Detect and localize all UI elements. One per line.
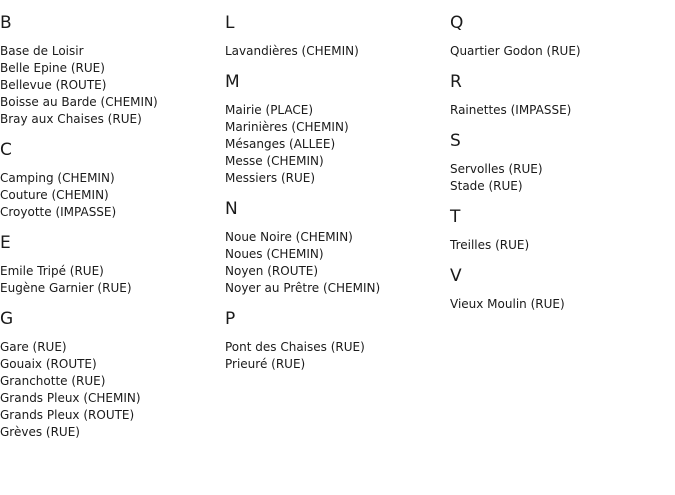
street-list [225,229,445,297]
letter-group [225,72,445,187]
letter-heading: T [450,207,461,227]
street-item[interactable]: Messe (CHEMIN) [225,154,324,168]
street-item[interactable]: Marinières (CHEMIN) [225,120,349,134]
street-list [0,263,220,297]
letter-heading: L [225,13,235,33]
letter-heading: P [225,309,236,329]
street-item[interactable]: Bellevue (ROUTE) [0,78,107,92]
street-list [225,339,445,373]
street-item[interactable]: Messiers (RUE) [225,171,316,185]
letter-heading: E [0,233,11,253]
street-item[interactable]: Croyotte (IMPASSE) [0,205,117,219]
street-item[interactable]: Granchotte (RUE) [0,374,106,388]
street-item[interactable]: Couture (CHEMIN) [0,188,109,202]
letter-group [0,233,220,297]
letter-heading: R [450,72,462,92]
letter-heading: N [225,199,238,219]
street-item[interactable]: Mairie (PLACE) [225,103,314,117]
street-item[interactable]: Gouaix (ROUTE) [0,357,97,371]
street-list [0,339,220,441]
street-list [450,161,670,195]
street-item[interactable]: Emile Tripé (RUE) [0,264,104,278]
letter-group [450,131,670,195]
street-item[interactable]: Boisse au Barde (CHEMIN) [0,95,158,109]
letter-heading: M [225,72,240,92]
street-item[interactable]: Grands Pleux (CHEMIN) [0,391,141,405]
street-item[interactable]: Rainettes (IMPASSE) [450,103,572,117]
street-item[interactable]: Grands Pleux (ROUTE) [0,408,135,422]
street-item[interactable]: Servolles (RUE) [450,162,543,176]
street-list [450,43,670,60]
street-item[interactable]: Stade (RUE) [450,179,523,193]
letter-group [225,13,445,60]
street-list [450,237,670,254]
letter-group [225,199,445,297]
street-column-1 [0,0,220,441]
street-list [450,296,670,313]
street-list [450,102,670,119]
street-item[interactable]: Bray aux Chaises (RUE) [0,112,142,126]
street-item[interactable]: Vieux Moulin (RUE) [450,297,565,311]
street-item[interactable]: Eugène Garnier (RUE) [0,281,132,295]
letter-heading: S [450,131,461,151]
street-list [225,102,445,187]
letter-heading: Q [450,13,464,33]
letter-group [450,207,670,254]
letter-group [450,266,670,313]
street-item[interactable]: Prieuré (RUE) [225,357,306,371]
street-item[interactable]: Gare (RUE) [0,340,67,354]
street-item[interactable]: Belle Epine (RUE) [0,61,105,75]
street-item[interactable]: Noues (CHEMIN) [225,247,324,261]
letter-heading: B [0,13,12,33]
letter-group [225,309,445,373]
letter-group [0,13,220,128]
street-item[interactable]: Treilles (RUE) [450,238,530,252]
letter-heading: G [0,309,14,329]
street-list [225,43,445,60]
street-item[interactable]: Quartier Godon (RUE) [450,44,581,58]
street-item[interactable]: Lavandières (CHEMIN) [225,44,359,58]
street-item[interactable]: Grèves (RUE) [0,425,80,439]
street-item[interactable]: Mésanges (ALLEE) [225,137,336,151]
street-item[interactable]: Noyen (ROUTE) [225,264,319,278]
letter-heading: C [0,140,12,160]
street-item[interactable]: Pont des Chaises (RUE) [225,340,365,354]
letter-group [450,13,670,60]
street-item[interactable]: Base de Loisir [0,44,84,58]
street-list [0,43,220,128]
street-column-2 [225,0,445,373]
letter-group [450,72,670,119]
letter-group [0,140,220,221]
street-item[interactable]: Noue Noire (CHEMIN) [225,230,353,244]
street-item[interactable]: Camping (CHEMIN) [0,171,115,185]
street-item[interactable]: Noyer au Prêtre (CHEMIN) [225,281,381,295]
street-column-3 [450,0,670,313]
street-list [0,170,220,221]
letter-group [0,309,220,441]
letter-heading: V [450,266,462,286]
